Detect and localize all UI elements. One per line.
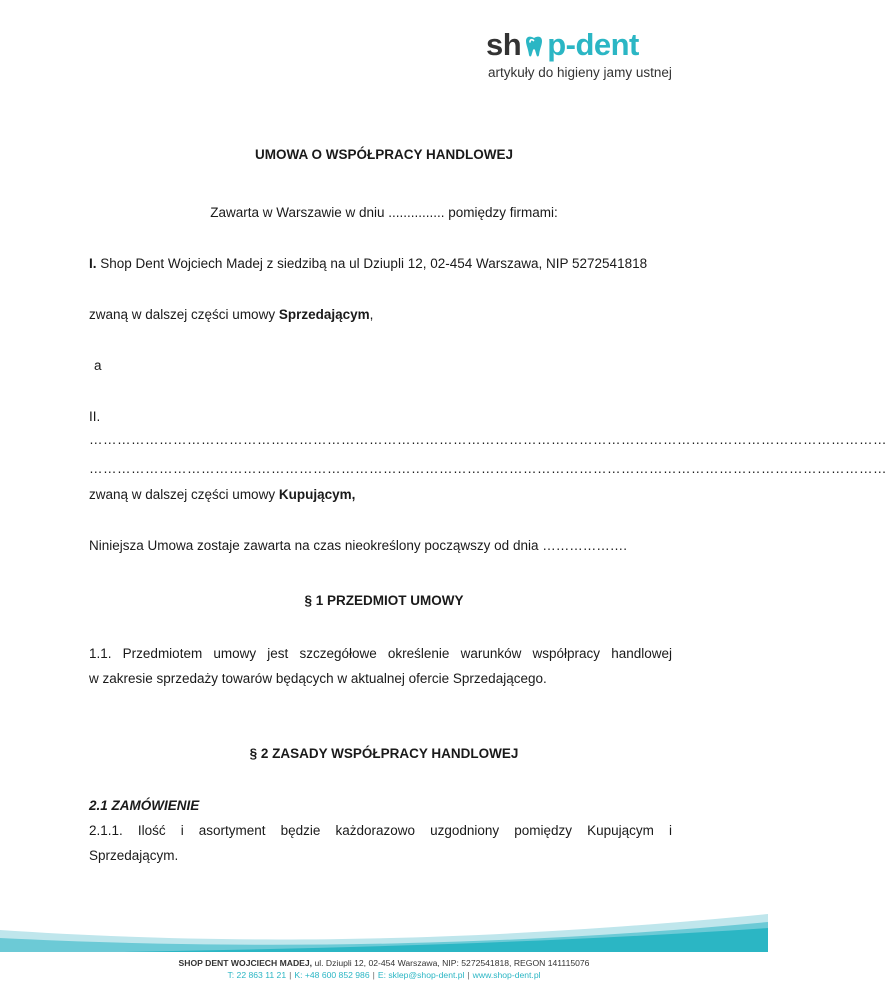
- buyer-role: Kupującym,: [278, 487, 356, 502]
- party-1-number: I.: [89, 256, 97, 271]
- buyer-prefix: zwaną w dalszej części umowy: [89, 487, 279, 502]
- tooth-icon: [522, 34, 546, 58]
- party-1-line: [89, 255, 647, 273]
- footer-wave-decoration: [0, 908, 768, 952]
- footer-contact-line: [0, 970, 768, 981]
- footer-website[interactable]: www.shop-dent.pl: [472, 970, 541, 980]
- seller-role: Sprzedającym: [278, 307, 370, 322]
- party-1-details: Shop Dent Wojciech Madej z siedzibą na ul Dziupli 12, 02-454 Warszawa, NIP 5272541818: [100, 256, 648, 271]
- section-2-heading: § 2 ZASADY WSPÓŁPRACY HANDLOWEJ: [249, 746, 519, 761]
- document-title: UMOWA O WSPÓŁPRACY HANDLOWEJ: [254, 147, 513, 162]
- clause-2-1-1-line-2: Sprzedającym.: [89, 848, 179, 863]
- logo-part-dent: p-dent: [547, 27, 639, 62]
- company-logo: [486, 28, 686, 84]
- footer-company: SHOP DENT WOJCIECH MADEJ,: [178, 958, 313, 968]
- and-word: a: [94, 358, 102, 373]
- seller-suffix: ,: [369, 307, 374, 322]
- footer-email[interactable]: E: sklep@shop-dent.pl: [377, 970, 465, 980]
- footer-address-line: [0, 958, 768, 969]
- subsection-2-1-heading: 2.1 ZAMÓWIENIE: [89, 798, 200, 813]
- clause-2-1-1-line-1: 2.1.1. Ilość i asortyment będzie każdorazowo uzgodniony pomiędzy Kupującym i: [89, 823, 672, 838]
- duration-clause: Niniejsza Umowa zostaje zawarta na czas nieokreślony począwszy od dnia ……………….: [89, 538, 627, 553]
- footer-separator: |: [289, 970, 292, 980]
- footer-phone: T: 22 863 11 21: [227, 970, 287, 980]
- logo-tagline: artykuły do higieny jamy ustnej: [488, 65, 672, 80]
- section-1-paragraph-line-2: w zakresie sprzedaży towarów będących w aktualnej ofercie Sprzedającego.: [89, 671, 547, 686]
- footer-mobile: K: +48 600 852 986: [294, 970, 370, 980]
- buyer-designation: [89, 486, 355, 504]
- logo-wordmark: [486, 28, 639, 62]
- footer-separator: |: [372, 970, 375, 980]
- section-1-paragraph-line-1: 1.1. Przedmiotem umowy jest szczegółowe określenie warunków współpracy handlowej: [89, 646, 672, 661]
- footer-separator: |: [467, 970, 470, 980]
- party-2-blank-line-1: ………………………………………………………………………………………………………………………………………………………: [89, 432, 887, 447]
- party-2-blank-line-2: ………………………………………………………………………………………………………………………………………………………: [89, 461, 887, 476]
- seller-designation: [89, 306, 373, 324]
- logo-part-sh: sh: [486, 27, 522, 62]
- seller-prefix: zwaną w dalszej części umowy: [89, 307, 279, 322]
- section-1-heading: § 1 PRZEDMIOT UMOWY: [304, 593, 464, 608]
- footer-address: ul. Dziupli 12, 02-454 Warszawa, NIP: 5272541818, REGON 141115076: [312, 958, 590, 968]
- party-2-number: II.: [89, 409, 101, 424]
- concluded-line: Zawarta w Warszawie w dniu ............... pomiędzy firmami:: [210, 205, 558, 220]
